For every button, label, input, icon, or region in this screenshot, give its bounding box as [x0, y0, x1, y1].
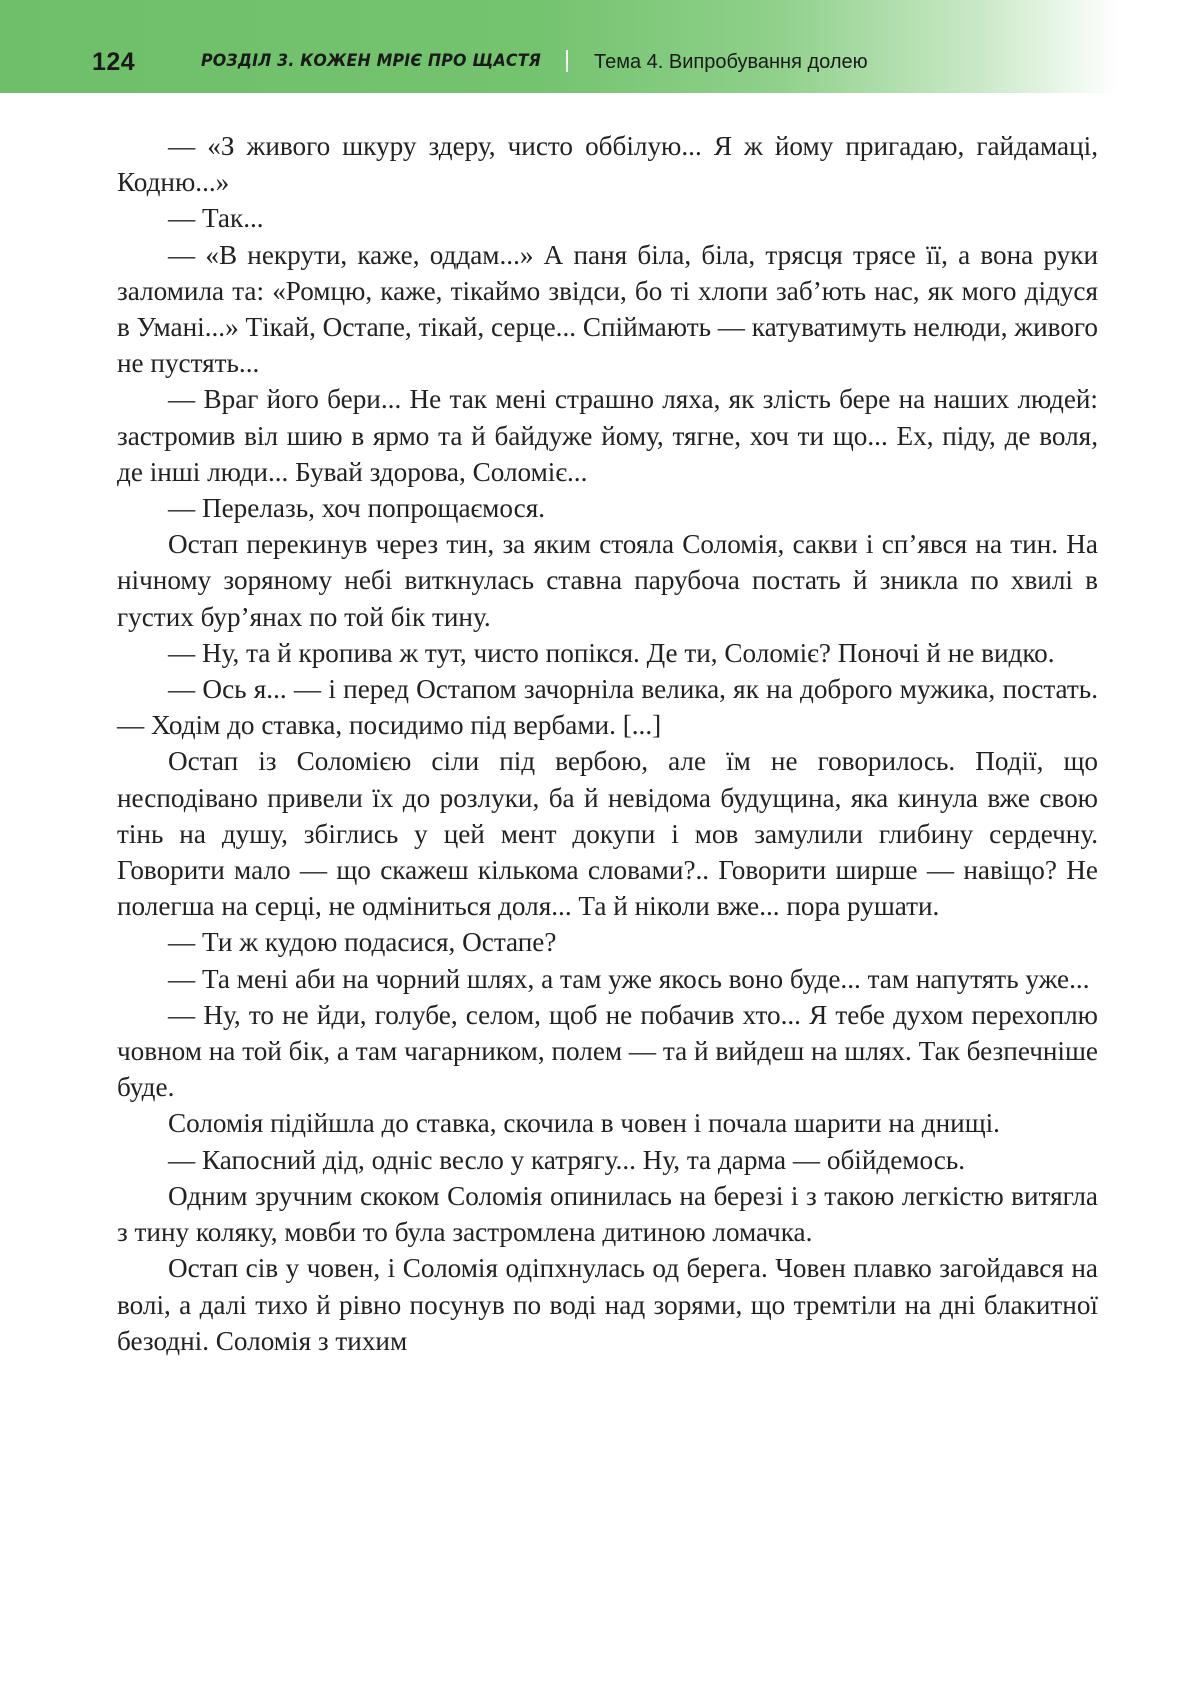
paragraph: Одним зручним скоком Соломія опинилась на березі і з такою легкістю витягла з тину коляку, мовби то була застромлена дитиною ломачка. — [117, 1180, 1098, 1248]
section-title: РОЗДІЛ 3. КОЖЕН МРІЄ ПРО ЩАСТЯ — [201, 51, 542, 71]
page-header-band — [0, 0, 1190, 93]
header-divider — [566, 50, 568, 72]
paragraph: — «З живого шкуру здеру, чисто оббілую... Я ж йому пригадаю, гайдамаці, Кодню...» — [117, 131, 1098, 198]
paragraph: — Ну, то не йди, голубе, селом, щоб не побачив хто... Я тебе духом перехоплю човном на той бік, а там чагарником, полем — та й вийдеш на шлях. Так безпечніше буде. — [117, 999, 1098, 1103]
paragraph: — Так... — [168, 203, 264, 234]
paragraph: Остап сів у човен, і Соломія одіпхнулась од берега. Човен плавко загойдався на волі, а далі тихо й рівно посунув по воді над зорями, що тремтіли на дні блакитної безодні. Соломія з тихим — [117, 1253, 1098, 1356]
paragraph: — Та мені аби на чорний шлях, а там уже якось воно буде... там напутять уже... — [168, 963, 1090, 994]
paragraph: — Перелазь, хоч попрощаємося. — [168, 493, 546, 524]
topic-title: Тема 4. Випробування долею — [594, 51, 868, 73]
paragraph: Соломія підійшла до ставка, скочила в човен і почала шарити на днищі. — [168, 1108, 1000, 1139]
paragraph: Остап перекинув через тин, за яким стояла Соломія, сакви і сп’явся на тин. На нічному зоряному небі виткнулась ставна парубоча постать й зникла по хвилі в густих бур’янах по той бік тину. — [117, 529, 1098, 632]
paragraph: — Ти ж кудою подасися, Остапе? — [168, 927, 557, 958]
body-text — [117, 128, 1098, 1359]
paragraph: — Враг його бери... Не так мені страшно ляха, як злість бере на наших людей: застромив віл шию в ярмо та й байдуже йому, тягне, хоч ти що... Ех, піду, де воля, де інші люди... Бувай здорова, Соломіє... — [117, 384, 1098, 487]
paragraph: Остап із Соломією сіли під вербою, але їм не говорилось. Події, що несподівано привели їх до розлуки, ба й невідома будущина, яка кинула вже свою тінь на душу, збіглись у цей мент докупи і мов замулили глибину сердечну. Говорити мало — що скажеш кількома словами?.. Говорити ширше — навіщо? Не полегша на серці, не одміниться доля... Та й ніколи вже... пора рушати. — [117, 746, 1098, 922]
paragraph: — Ну, та й кропива ж тут, чисто попікся. Де ти, Соломіє? Поночі й не видко. — [168, 637, 1055, 668]
paragraph: — Ось я... — і перед Остапом зачорніла велика, як на доброго мужика, постать. — Ходім до ставка, посидимо під вербами. [...] — [117, 674, 1098, 741]
paragraph: — «В некрути, каже, оддам...» А паня біла, біла, трясця трясе її, а вона руки заломила та: «Ромцю, каже, тікаймо звідси, бо ті хлопи заб’ють нас, як мого дідуся в Умані...» Тікай, Остапе, тікай, серце... Спіймають — катуватимуть нелюди, живого не пустять... — [117, 239, 1098, 379]
paragraph: — Капосний дід, одніс весло у катрягу... Ну, та дарма — обійдемось. — [168, 1144, 966, 1175]
page-number: 124 — [92, 48, 136, 76]
